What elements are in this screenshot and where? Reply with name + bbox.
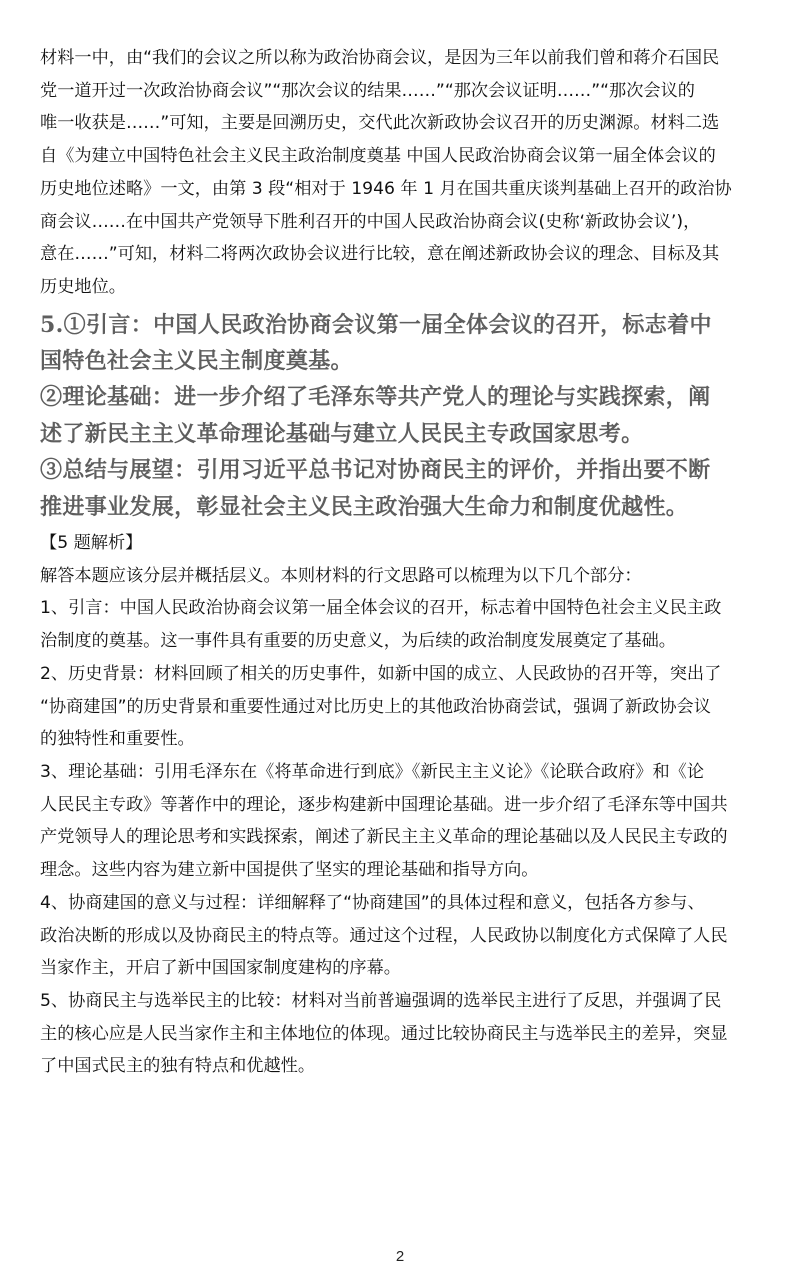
text-line: 商会议……在中国共产党领导下胜利召开的中国人民政治协商会议(史称‘新政协会议’)，: [40, 211, 701, 232]
analysis-item-3: [40, 756, 762, 887]
analysis-item-5: [40, 985, 762, 1083]
text-line: 1、引言：中国人民政治协商会议第一届全体会议的召开，标志着中国特色社会主义民主政: [40, 598, 722, 619]
analysis-item-1: [40, 592, 762, 657]
analysis-item-2: [40, 658, 762, 756]
text-line: 3、理论基础：引用毛泽东在《将革命进行到底》《新民主主义论》《论联合政府》和《论: [40, 761, 705, 782]
analysis-section: [40, 527, 762, 1083]
text-line: 解答本题应该分层并概括层义。本则材料的行文思路可以梳理为以下几个部分：: [40, 565, 642, 586]
text-line: 理念。这些内容为建立新中国提供了坚实的理论基础和指导方向。: [40, 860, 539, 881]
analysis-heading: [40, 527, 762, 560]
text-line: 了中国式民主的独有特点和优越性。: [40, 1056, 316, 1077]
text-line: 2、历史背景：材料回顾了相关的历史事件，如新中国的成立、人民政协的召开等，突出了: [40, 663, 722, 684]
analysis-intro: [40, 560, 762, 593]
text-line: “协商建国”的历史背景和重要性通过对比历史上的其他政治协商尝试，强调了新政协会议: [40, 696, 711, 717]
text-line: 政治决断的形成以及协商民主的特点等。通过这个过程，人民政协以制度化方式保障了人民: [40, 925, 728, 946]
page-number: 2: [395, 1248, 405, 1265]
text-line: 意在……”可知，材料二将两次政协会议进行比较，意在阐述新政协会议的理念、目标及其: [40, 244, 720, 265]
text-line: 5、协商民主与选举民主的比较：材料对当前普遍强调的选举民主进行了反思，并强调了民: [40, 990, 722, 1011]
material-analysis-paragraph: [40, 42, 762, 304]
analysis-item-4: [40, 887, 762, 985]
text-line: 唯一收获是……”可知，主要是回溯历史，交代此次新政协会议召开的历史渊源。材料二选: [40, 113, 720, 134]
answer-line: ③总结与展望：引用习近平总书记对协商民主的评价，并指出要不断: [40, 457, 711, 484]
text-line: 人民民主专政》等著作中的理论，逐步构建新中国理论基础。进一步介绍了毛泽东等中国共: [40, 794, 728, 815]
text-line: 党一道开过一次政治协商会议”“那次会议的结果……”“那次会议证明……”“那次会议的: [40, 80, 695, 101]
text-line: 治制度的奠基。这一事件具有重要的历史意义，为后续的政治制度发展奠定了基础。: [40, 631, 676, 652]
answer-line: 推进事业发展，彰显社会主义民主政治强大生命力和制度优越性。: [40, 493, 689, 520]
answer-line: 5.①引言：中国人民政治协商会议第一届全体会议的召开，标志着中: [40, 311, 712, 338]
text-line: 产党领导人的理论思考和实践探索，阐述了新民主主义革命的理论基础以及人民民主专政的: [40, 827, 728, 848]
section-heading: 【5 题解析】: [40, 533, 143, 554]
text-line: 主的核心应是人民当家作主和主体地位的体现。通过比较协商民主与选举民主的差异，突显: [40, 1023, 728, 1044]
answer-line: 述了新民主主义革命理论基础与建立人民民主专政国家思考。: [40, 420, 644, 447]
answer-line: 国特色社会主义民主制度奠基。: [40, 348, 353, 375]
text-line: 当家作主，开启了新中国国家制度建构的序幕。: [40, 958, 401, 979]
text-line: 4、协商建国的意义与过程：详细解释了“协商建国”的具体过程和意义，包括各方参与、: [40, 892, 705, 913]
text-line: 历史地位。: [40, 276, 126, 297]
answer-block: [40, 307, 762, 525]
text-line: 的独特性和重要性。: [40, 729, 195, 750]
text-line: 自《为建立中国特色社会主义民主政治制度奠基 中国人民政治协商会议第一届全体会议的: [40, 146, 716, 167]
answer-line: ②理论基础：进一步介绍了毛泽东等共产党人的理论与实践探索，阐: [40, 384, 711, 411]
text-line: 历史地位述略》一文，由第 3 段“相对于 1946 年 1 月在国共重庆谈判基础上召开的政治协: [40, 178, 732, 199]
document-page: [40, 42, 762, 1083]
text-line: 材料一中，由“我们的会议之所以称为政治协商会议，是因为三年以前我们曾和蒋介石国民: [40, 48, 720, 68]
